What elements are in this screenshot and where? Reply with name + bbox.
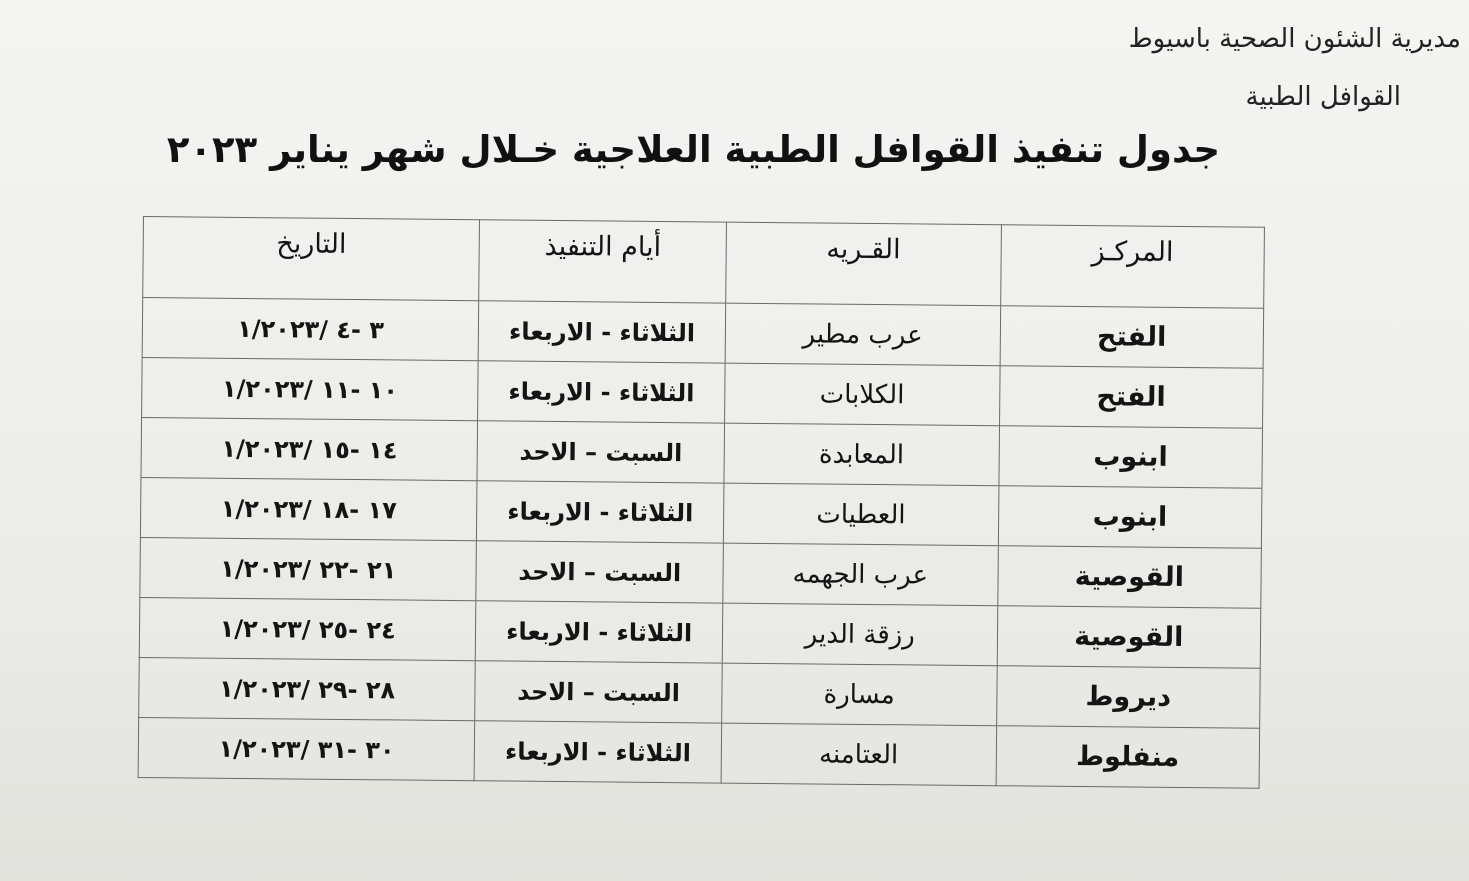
date-cell: ١٧ -١٨ /١/٢٠٢٣ [140, 477, 477, 540]
column-header-date: التاريخ [143, 217, 480, 301]
days-cell: الثلاثاء - الاربعاء [478, 301, 725, 363]
center-cell: ابنوب [999, 426, 1263, 489]
date-cell: ٢١ -٢٢ /١/٢٠٢٣ [140, 537, 477, 600]
days-cell: السبت – الاحد [477, 421, 724, 483]
village-cell: العتامنه [721, 723, 996, 786]
village-cell: العطيات [723, 483, 998, 546]
department-name: القوافل الطبية [1245, 82, 1401, 112]
date-cell: ١٤ -١٥ /١/٢٠٢٣ [141, 417, 478, 480]
center-cell: القوصية [997, 606, 1261, 669]
table-row [138, 717, 1260, 788]
table-header-row [143, 217, 1265, 309]
center-cell: الفتح [1000, 306, 1264, 369]
center-cell: ديروط [996, 666, 1260, 729]
village-cell: عرب مطير [725, 303, 1000, 366]
center-cell: منفلوط [996, 726, 1260, 789]
days-cell: الثلاثاء - الاربعاء [477, 481, 724, 543]
days-cell: السبت – الاحد [475, 661, 722, 723]
village-cell: المعابدة [724, 423, 999, 486]
village-cell: الكلابات [724, 363, 999, 426]
table-row [140, 477, 1262, 548]
center-cell: الفتح [999, 366, 1263, 429]
village-cell: مسارة [722, 663, 997, 726]
column-header-days: أيام التنفيذ [479, 220, 726, 303]
center-cell: القوصية [997, 546, 1261, 609]
date-cell: ٢٨ -٢٩ /١/٢٠٢٣ [139, 657, 476, 720]
schedule-table [138, 216, 1265, 789]
table-row [139, 597, 1261, 668]
days-cell: الثلاثاء - الاربعاء [476, 601, 723, 663]
table-body [138, 298, 1264, 789]
village-cell: عرب الجهمه [723, 543, 998, 606]
table-row [139, 657, 1261, 728]
days-cell: الثلاثاء - الاربعاء [474, 721, 721, 783]
date-cell: ١٠ -١١ /١/٢٠٢٣ [142, 357, 479, 420]
village-cell: رزقة الدير [722, 603, 997, 666]
table-row [140, 537, 1262, 608]
days-cell: الثلاثاء - الاربعاء [478, 361, 725, 423]
date-cell: ٣٠ -٣١ /١/٢٠٢٣ [138, 717, 475, 780]
date-cell: ٢٤ -٢٥ /١/٢٠٢٣ [139, 597, 476, 660]
table-row [142, 298, 1264, 369]
column-header-center: المركـز [1000, 225, 1264, 309]
days-cell: السبت – الاحد [476, 541, 723, 603]
table-row [142, 357, 1264, 428]
schedule-table-container [138, 216, 1265, 775]
column-header-village: القـريه [726, 222, 1001, 306]
table-row [141, 417, 1263, 488]
organization-name: مديرية الشئون الصحية باسيوط [1128, 24, 1461, 54]
center-cell: ابنوب [998, 486, 1262, 549]
date-cell: ٣ -٤ /١/٢٠٢٣ [142, 298, 479, 361]
document-title: جدول تنفيذ القوافل الطبية العلاجية خـلال شهر يناير ٢٠٢٣ [166, 128, 1220, 171]
